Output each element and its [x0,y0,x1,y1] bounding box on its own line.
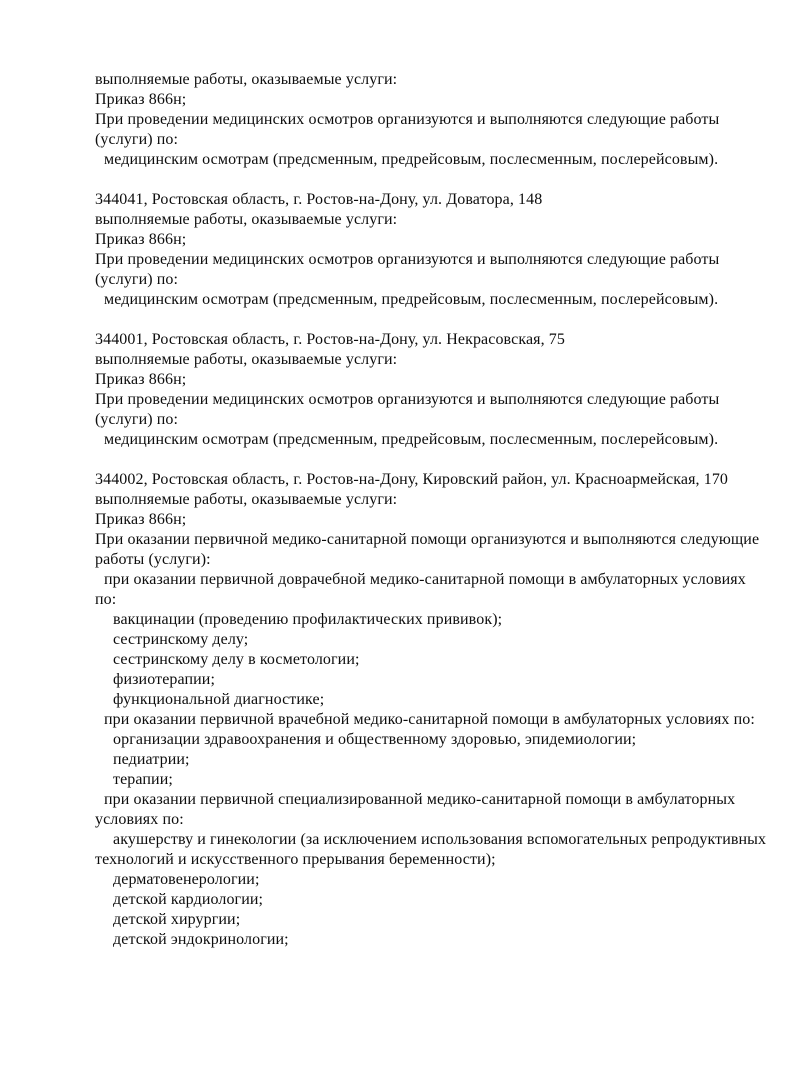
text-line: выполняемые работы, оказываемые услуги: [95,351,398,368]
text-line: сестринскому делу в косметологии; [113,651,360,668]
text-line: педиатрии; [113,751,190,768]
address-line: 344041, Ростовская область, г. Ростов-на-Дону, ул. Доватора, 148 [95,191,543,208]
address-line: 344001, Ростовская область, г. Ростов-на-Дону, ул. Некрасовская, 75 [95,331,566,348]
text-line: При оказании первичной медико-санитарной помощи организуются и выполняются следующие [95,531,760,548]
text-line: сестринскому делу; [113,631,249,648]
text-line: Приказ 866н; [95,511,187,528]
text-block [95,190,785,310]
text-line: детской эндокринологии; [113,931,289,948]
text-line: Приказ 866н; [95,371,187,388]
text-line: акушерству и гинекологии (за исключением использования вспомогательных репродуктивных [113,831,767,848]
text-line: выполняемые работы, оказываемые услуги: [95,491,398,508]
text-line: детской кардиологии; [113,891,264,908]
text-line: условиях по: [95,811,184,828]
text-line: при оказании первичной специализированной медико-санитарной помощи в амбулаторных [104,791,736,808]
text-line: (услуги) по: [95,271,179,288]
text-line: Приказ 866н; [95,91,187,108]
text-line: дерматовенерологии; [113,871,260,888]
text-line: организации здравоохранения и общественному здоровью, эпидемиологии; [113,731,637,748]
text-line: медицинским осмотрам (предсменным, предрейсовым, послесменным, послерейсовым). [104,291,719,308]
text-line: медицинским осмотрам (предсменным, предрейсовым, послесменным, послерейсовым). [104,431,719,448]
text-line: При проведении медицинских осмотров организуются и выполняются следующие работы [95,391,720,408]
text-line: детской хирургии; [113,911,241,928]
text-block [95,70,785,170]
text-line: при оказании первичной врачебной медико-санитарной помощи в амбулаторных условиях по: [104,711,755,728]
text-line: Приказ 866н; [95,231,187,248]
text-line: функциональной диагностике; [113,691,325,708]
text-line: технологий и искусственного прерывания беременности); [95,851,496,868]
text-line: При проведении медицинских осмотров организуются и выполняются следующие работы [95,111,720,128]
document-body [95,70,785,950]
text-line: При проведении медицинских осмотров организуются и выполняются следующие работы [95,251,720,268]
text-line: медицинским осмотрам (предсменным, предрейсовым, послесменным, послерейсовым). [104,151,719,168]
address-line: 344002, Ростовская область, г. Ростов-на-Дону, Кировский район, ул. Красноармейская, 170 [95,471,729,488]
text-block [95,470,785,950]
text-line: (услуги) по: [95,411,179,428]
text-line: работы (услуги): [95,551,211,568]
text-line: выполняемые работы, оказываемые услуги: [95,211,398,228]
text-line: выполняемые работы, оказываемые услуги: [95,71,398,88]
text-line: терапии; [113,771,173,788]
text-block [95,330,785,450]
text-line: вакцинации (проведению профилактических прививок); [113,611,503,628]
text-line: (услуги) по: [95,131,179,148]
text-line: при оказании первичной доврачебной медико-санитарной помощи в амбулаторных условиях [104,571,746,588]
text-line: физиотерапии; [113,671,216,688]
text-line: по: [95,591,117,608]
